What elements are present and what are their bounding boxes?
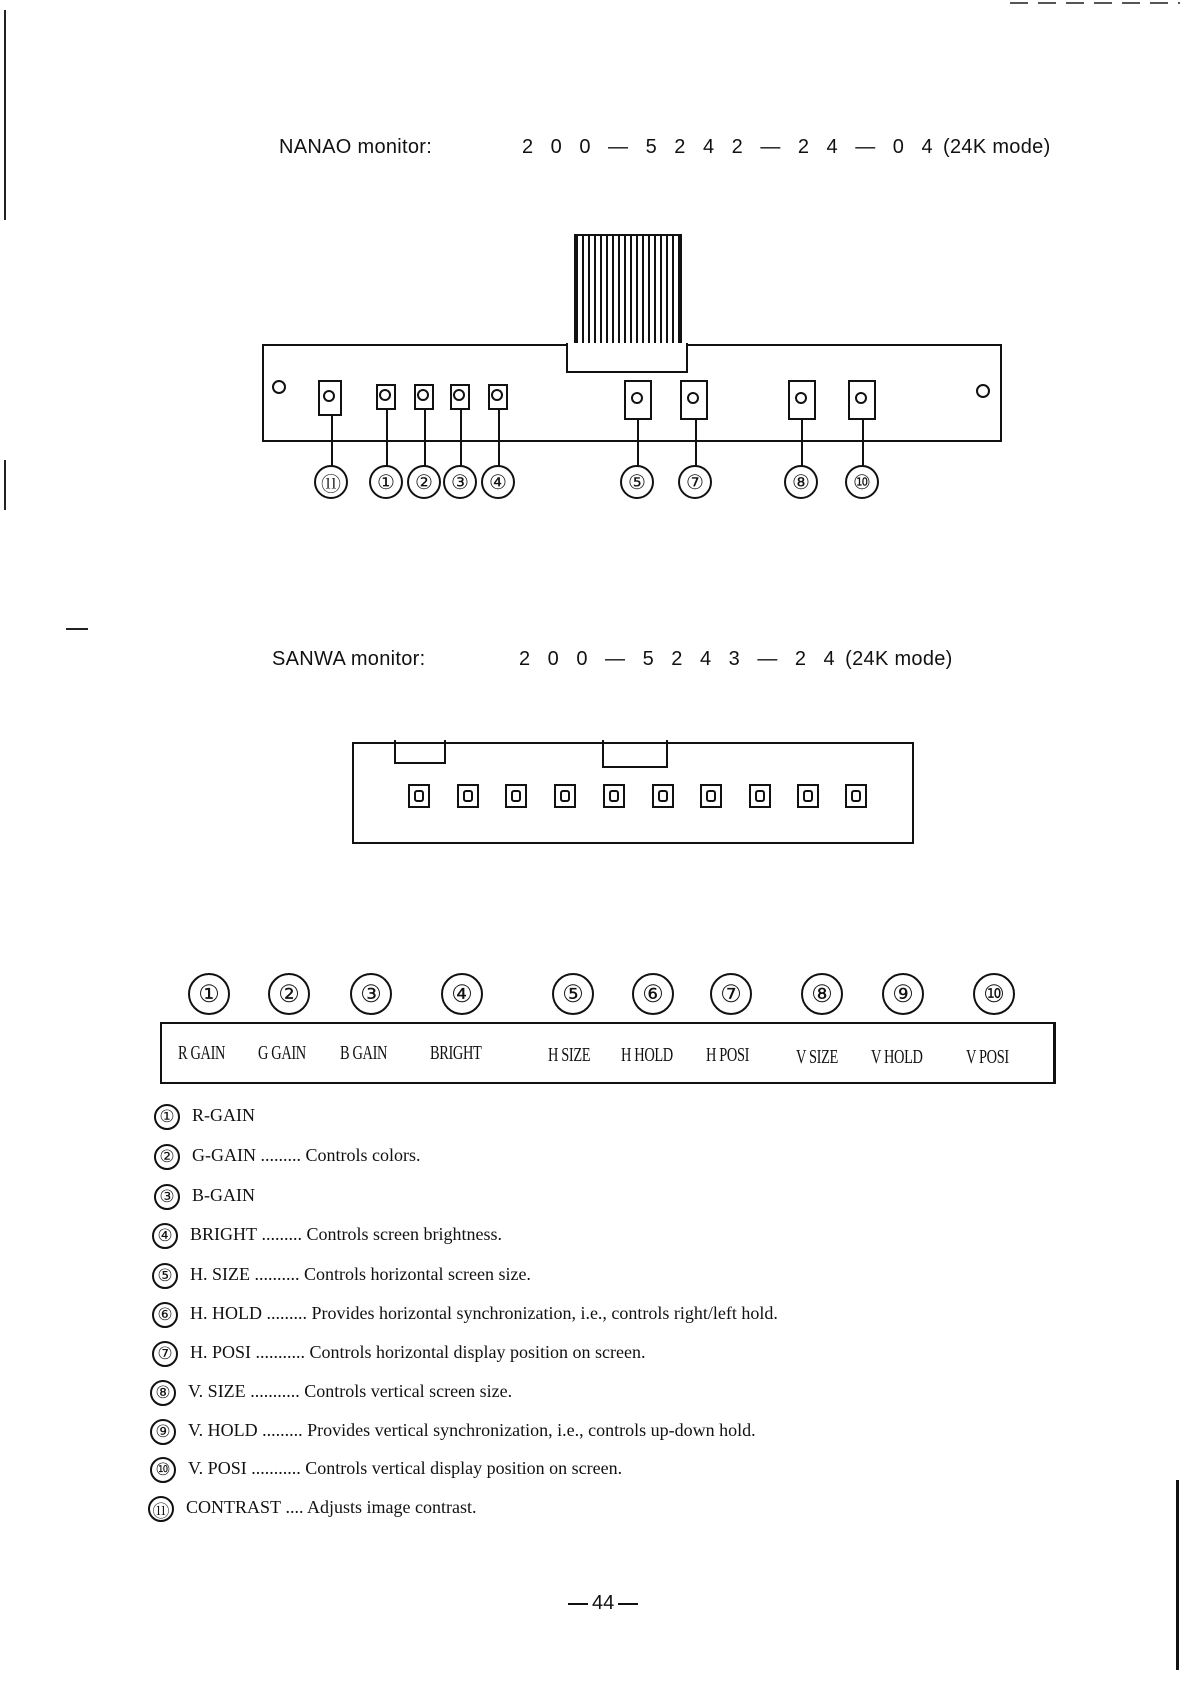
lead-line	[386, 410, 388, 470]
legend-item	[154, 1144, 420, 1170]
legend-desc: ......... Provides vertical synchronization, i.e., controls up-down hold.	[262, 1420, 756, 1441]
page-number-text: 44	[592, 1592, 615, 1614]
strip-number-8: ⑧	[801, 973, 843, 1015]
legend-desc: ........... Controls vertical screen size.	[250, 1381, 513, 1402]
left-edge-mark	[4, 10, 6, 220]
pot-bright	[488, 384, 508, 410]
strip-label-v-posi: V POSI	[966, 1046, 1009, 1068]
lead-line	[862, 420, 864, 470]
strip-number-6: ⑥	[632, 973, 674, 1015]
legend-number: ⑧	[150, 1380, 176, 1406]
pot-g-gain	[414, 384, 434, 410]
right-edge-mark	[1176, 1480, 1179, 1670]
legend-name: R-GAIN	[192, 1105, 255, 1126]
legend-desc: ......... Controls screen brightness.	[261, 1224, 502, 1245]
legend-number: ②	[154, 1144, 180, 1170]
sanwa-pot	[700, 784, 722, 808]
legend-desc: ........... Controls horizontal display position on screen.	[255, 1342, 646, 1363]
legend-name: V. HOLD	[188, 1420, 258, 1441]
sanwa-title: SANWA monitor:	[272, 648, 426, 670]
legend-item	[150, 1380, 512, 1406]
legend-name: B-GAIN	[192, 1185, 255, 1206]
sanwa-bracket	[394, 740, 446, 764]
legend-name: G-GAIN	[192, 1145, 256, 1166]
legend-item	[154, 1184, 255, 1210]
nanao-mode: (24K mode)	[943, 136, 1051, 158]
legend-desc: .... Adjusts image contrast.	[285, 1497, 477, 1518]
legend-name: BRIGHT	[190, 1224, 257, 1245]
legend-item	[152, 1263, 531, 1289]
connector-bracket	[566, 343, 688, 373]
legend-number: ④	[152, 1223, 178, 1249]
legend-desc: .......... Controls horizontal screen size.	[254, 1264, 531, 1285]
legend-number: ⑨	[150, 1419, 176, 1445]
left-edge-mark	[4, 460, 6, 510]
legend-name: V. POSI	[188, 1458, 247, 1479]
strip-label-g-gain: G GAIN	[258, 1042, 306, 1064]
legend-number: ⑥	[152, 1302, 178, 1328]
sanwa-pot	[845, 784, 867, 808]
strip-label-v-hold: V HOLD	[871, 1046, 923, 1068]
legend-name: H. HOLD	[190, 1303, 262, 1324]
sanwa-part-number: 2 0 0 — 5 2 4 3 — 2 4	[519, 648, 841, 670]
legend-item	[152, 1302, 778, 1328]
nanao-title: NANAO monitor:	[279, 136, 433, 158]
sanwa-pot	[457, 784, 479, 808]
page-number	[568, 1592, 638, 1615]
legend-item	[150, 1419, 756, 1445]
lead-line	[424, 410, 426, 470]
legend-desc: ......... Controls colors.	[260, 1145, 421, 1166]
callout-b-gain: ③	[443, 465, 477, 499]
pot-h-posi	[680, 380, 708, 420]
lead-line	[637, 420, 639, 470]
strip-number-2: ②	[268, 973, 310, 1015]
lead-line	[331, 416, 333, 470]
sanwa-bracket	[602, 740, 668, 768]
strip-label-r-gain: R GAIN	[178, 1042, 226, 1064]
lead-line	[801, 420, 803, 470]
legend-item	[154, 1104, 255, 1130]
sanwa-pot	[749, 784, 771, 808]
legend-number: ⑩	[150, 1457, 176, 1483]
pot-b-gain	[450, 384, 470, 410]
strip-label-h-posi: H POSI	[706, 1044, 750, 1066]
margin-mark	[66, 628, 88, 630]
strip-number-7: ⑦	[710, 973, 752, 1015]
pot-v-size	[788, 380, 816, 420]
legend-item	[148, 1496, 477, 1522]
strip-number-1: ①	[188, 973, 230, 1015]
legend-desc: ......... Provides horizontal synchronization, i.e., controls right/left hold.	[266, 1303, 778, 1324]
callout-g-gain: ②	[407, 465, 441, 499]
legend-number: ⑤	[152, 1263, 178, 1289]
callout-r-gain: ①	[369, 465, 403, 499]
legend-number: ①	[154, 1104, 180, 1130]
strip-number-4: ④	[441, 973, 483, 1015]
nanao-part-number-line	[522, 136, 1051, 159]
legend-number: ⑦	[152, 1341, 178, 1367]
callout-v-posi: ⑩	[845, 465, 879, 499]
callout-contrast: ⑪	[314, 465, 348, 499]
sanwa-pot	[554, 784, 576, 808]
pot-v-posi	[848, 380, 876, 420]
legend-name: V. SIZE	[188, 1381, 246, 1402]
legend-number: ⑪	[148, 1496, 174, 1522]
legend-name: CONTRAST	[186, 1497, 282, 1518]
legend-number: ③	[154, 1184, 180, 1210]
ribbon-connector	[574, 234, 682, 346]
legend-desc: ........... Controls vertical display position on screen.	[251, 1458, 623, 1479]
sanwa-part-number-line	[519, 648, 953, 671]
strip-label-bright: BRIGHT	[430, 1042, 482, 1064]
sanwa-pot	[505, 784, 527, 808]
callout-h-size: ⑤	[620, 465, 654, 499]
strip-label-h-size: H SIZE	[548, 1044, 591, 1066]
pot-r-gain	[376, 384, 396, 410]
lead-line	[498, 410, 500, 470]
callout-v-size: ⑧	[784, 465, 818, 499]
mount-hole	[976, 384, 990, 398]
legend-name: H. SIZE	[190, 1264, 250, 1285]
sanwa-mode: (24K mode)	[845, 648, 953, 670]
lead-line	[695, 420, 697, 470]
strip-label-h-hold: H HOLD	[621, 1044, 673, 1066]
sanwa-pot	[652, 784, 674, 808]
lead-line	[460, 410, 462, 470]
strip-number-3: ③	[350, 973, 392, 1015]
top-edge-mark	[1010, 2, 1180, 4]
page-dash-right	[618, 1603, 638, 1605]
strip-number-5: ⑤	[552, 973, 594, 1015]
sanwa-pot	[603, 784, 625, 808]
sanwa-pot	[797, 784, 819, 808]
callout-bright: ④	[481, 465, 515, 499]
sanwa-pot	[408, 784, 430, 808]
legend-item	[150, 1457, 622, 1483]
nanao-part-number: 2 0 0 — 5 2 4 2 — 2 4 — 0 4	[522, 136, 939, 158]
strip-number-9: ⑨	[882, 973, 924, 1015]
legend-name: H. POSI	[190, 1342, 252, 1363]
pot-h-size	[624, 380, 652, 420]
strip-label-b-gain: B GAIN	[340, 1042, 388, 1064]
mount-hole	[272, 380, 286, 394]
legend-item	[152, 1341, 645, 1367]
strip-number-10: ⑩	[973, 973, 1015, 1015]
page-dash-left	[568, 1603, 588, 1605]
callout-h-posi: ⑦	[678, 465, 712, 499]
pot-contrast	[318, 380, 342, 416]
legend-item	[152, 1223, 502, 1249]
strip-label-v-size: V SIZE	[796, 1046, 838, 1068]
